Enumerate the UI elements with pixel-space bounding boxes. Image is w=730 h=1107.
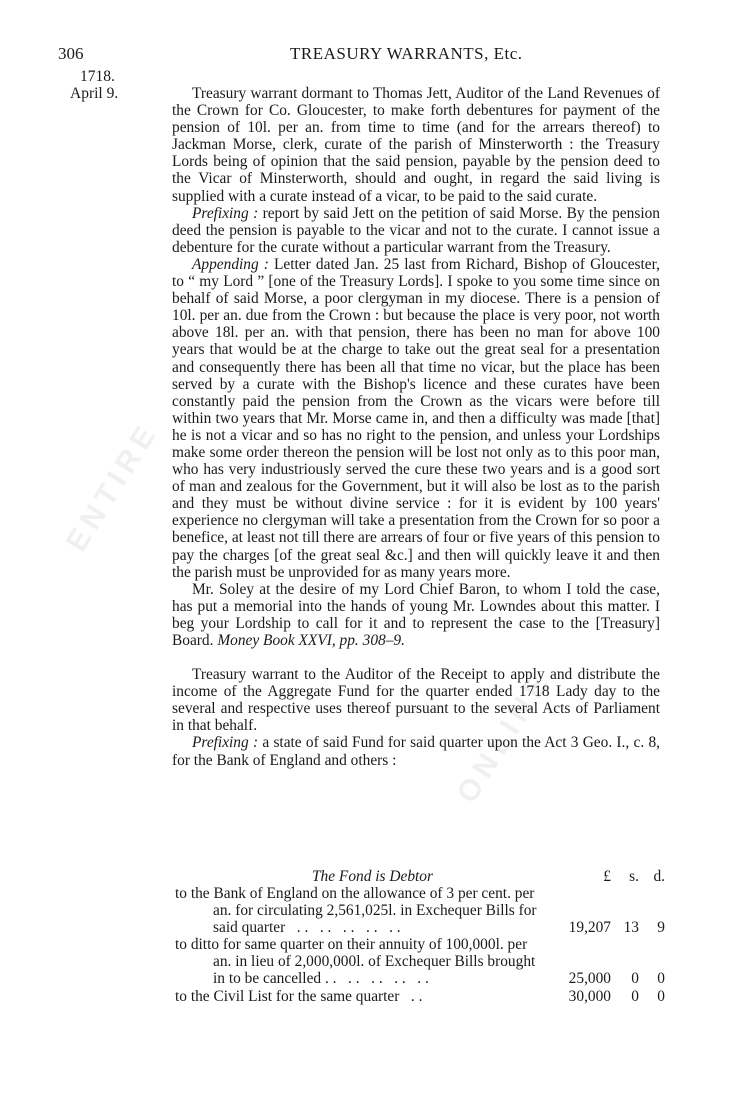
margin-year: 1718. [80,68,115,85]
running-title: TREASURY WARRANTS, Etc. [290,44,523,63]
paragraph-warrant-jett: Treasury warrant dormant to Thomas Jett, Auditor of the Land Revenues of the Crown for Co. Gloucester, to make forth debentures for payment of the pension of 10l. per an. from time to time (and for the arrears thereof) to Jackman Morse, clerk, curate of the parish of Minsterworth : the Treasury Lords being of opinion that the said pension, payable by the pension deed to the Vicar of Minsterworth, should and ought, in regard the said living is supplied with a curate instead of a vicar, to be paid to the said curate. [172,85,660,205]
col-pounds: £ [603,868,611,885]
paragraph-soley [172,581,660,649]
paragraph-aggregate-fund: Treasury warrant to the Auditor of the Receipt to apply and distribute the income of the Aggregate Fund for the quarter ended 1718 Lady day to the several and respective uses thereof pursuant to the several Acts of Parliament in that behalf. [172,666,660,735]
row-shillings: 0 [631,987,639,1005]
prefixing-state-text: a state of said Fund for said quarter upon the Act 3 Geo. I., c. 8, for the Bank of England and others : [172,734,660,769]
row-description: to the Civil List for the same quarter . . [175,987,423,1005]
row-pence: 0 [657,987,665,1005]
row-pounds: 30,000 [568,987,611,1005]
paragraph-appending-letter [172,256,660,581]
soley-text: Mr. Soley at the desire of my Lord Chief Baron, to whom I told the case, has put a memorial into the hands of young Mr. Lowndes about this matter. I beg your Lordship to call for it and to represent the case to the [Treasury] Board. [172,580,660,649]
row-description: to ditto for same quarter on their annuity of 100,000l. per an. in lieu of 2,000,000l. of Exchequer Bills brought in to be cancelled . . . . . . . . . . [175,936,536,988]
prefixing-label-2: Prefixing : [192,734,259,752]
watermark-right: ONLINE [450,664,558,809]
prefixing-text: report by said Jett on the petition of said Morse. By the pension deed the pension is payable to the vicar and not to the curate. I cannot issue a debenture for the curate without a particular warrant from the Treasury. [172,204,660,256]
margin-date: April 9. [70,85,119,102]
row-shillings: 13 [623,919,639,937]
col-pence: d. [653,868,665,885]
main-text [172,85,660,769]
row-description: to the Bank of England on the allowance of 3 per cent. per an. for circulating 2,561,025l. in Exchequer Bills for said quarter . . . . . . . . . . [175,885,537,937]
table-row [175,988,665,1005]
paragraph-prefixing-state [172,734,660,768]
appending-label: Appending : [192,255,269,273]
table-row [175,936,665,987]
fund-debtor-table [175,868,665,1005]
table-row [175,885,665,936]
row-pounds: 25,000 [568,970,611,988]
table-header [175,868,665,885]
page-number: 306 [58,44,84,63]
paragraph-prefixing-report [172,205,660,256]
appending-text: Letter dated Jan. 25 last from Richard, Bishop of Gloucester, to “ my Lord ” [one of the Treasury Lords]. I spoke to you some time since on behalf of said Morse, a poor clergyman in my diocese. There is a pension of 10l. per an. due from the Crown : but because the place is very poor, not worth above 18l. per an. with that pension, there has been no man for above 100 years that would be at the charge to take out the great seal for a presentation and consequently there has been all that time no vicar, but the place has been served by a curate with the Bishop's licence and these curates have been constantly paid the pension from the Crown as the vicars were before till within two years that Mr. Morse came in, and then a difficulty was made [that] he is not a vicar and so has no right to the pension, and unless your Lordships make some order thereon the pension will be lost not only as to this poor man, who has very industriously served the cure these two years and is a good sort of man and zealous for the Government, but it will also be lost as to the parish and they must be without divine service : for it is evident by 100 years' experience no clergyman will take a presentation from the Crown for so poor a benefice, at least not till there are arrears of four or five years of this pension to pay the charges [of the great seal &c.] and then will quickly leave it and then the parish must be unprovided for as many years more. [172,255,660,581]
row-shillings: 0 [631,970,639,988]
table-caption: The Fond is Debtor [312,868,433,885]
money-book-reference: Money Book XXVI, pp. 308–9. [217,632,405,649]
watermark-left: ENTIRE [59,416,166,558]
row-pence: 9 [657,919,665,937]
row-pence: 0 [657,970,665,988]
col-shillings: s. [629,868,639,885]
row-pounds: 19,207 [568,919,611,937]
prefixing-label: Prefixing : [192,204,259,222]
